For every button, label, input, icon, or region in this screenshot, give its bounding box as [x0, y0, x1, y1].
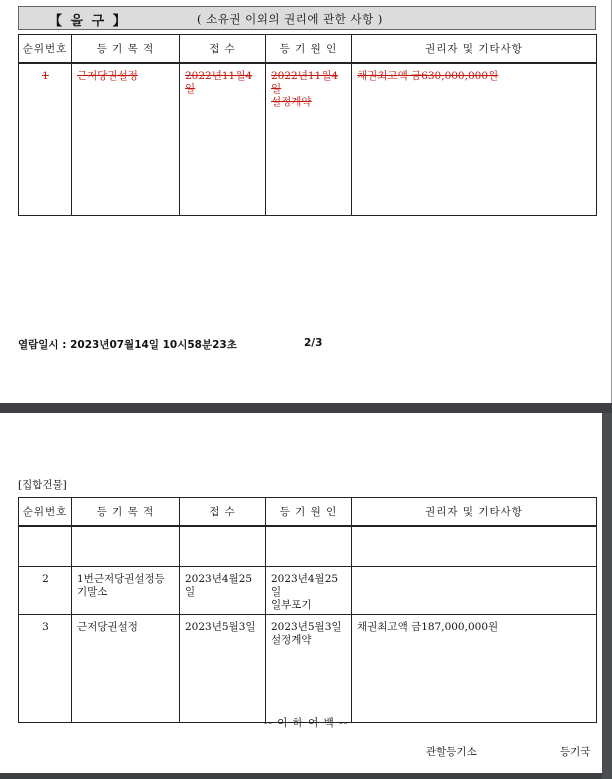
section-title-bar	[18, 6, 596, 30]
col-header-rank: 순위번호	[19, 35, 72, 64]
cell-cause: 2023년4월25일 일부포기	[266, 566, 352, 614]
registry-bureau-label: 등기국	[560, 746, 591, 758]
cell-rank: 1	[19, 63, 72, 215]
section-subtitle: ( 소유권 이외의 권리에 관한 사항 )	[197, 12, 383, 26]
building-type-label: [집합건물]	[18, 479, 67, 491]
jurisdiction-office-label: 관할등기소	[426, 746, 477, 758]
table-row	[19, 526, 597, 566]
col-header-purpose: 등 기 목 적	[72, 498, 180, 527]
col-header-cause: 등 기 원 인	[266, 35, 352, 64]
cell-purpose: 근저당권설정	[72, 63, 180, 215]
cell-details	[352, 566, 597, 614]
registry-table-2	[18, 497, 597, 723]
cell-purpose	[72, 526, 180, 566]
cell-receipt: 2023년4월25일	[180, 566, 266, 614]
viewing-timestamp: 열람일시 : 2023년07월14일 10시58분23초	[18, 339, 237, 351]
cell-cause	[266, 526, 352, 566]
col-header-details: 권리자 및 기타사항	[352, 35, 597, 64]
cell-details: 채권최고액 금630,000,000원	[352, 63, 597, 215]
col-header-receipt: 접 수	[180, 35, 266, 64]
cell-cause: 2022년11월4일 설정계약	[266, 63, 352, 215]
cell-rank	[19, 526, 72, 566]
col-header-details: 권리자 및 기타사항	[352, 498, 597, 527]
col-header-receipt: 접 수	[180, 498, 266, 527]
cell-rank: 3	[19, 614, 72, 722]
table-row	[19, 566, 597, 614]
cell-cause: 2023년5월3일 설정계약	[266, 614, 352, 722]
end-of-records-note: -- 이 하 여 백 --	[263, 717, 349, 729]
col-header-rank: 순위번호	[19, 498, 72, 527]
table-row	[19, 614, 597, 722]
cell-purpose: 1번근저당권설정등 기말소	[72, 566, 180, 614]
cell-purpose: 근저당권설정	[72, 614, 180, 722]
cell-receipt: 2023년5월3일	[180, 614, 266, 722]
cell-receipt	[180, 526, 266, 566]
section-title: 【 을 구 】	[49, 14, 128, 29]
table-row	[19, 63, 597, 215]
cell-receipt: 2022년11월4일	[180, 63, 266, 215]
col-header-cause: 등 기 원 인	[266, 498, 352, 527]
cell-details: 채권최고액 금187,000,000원	[352, 614, 597, 722]
cell-rank: 2	[19, 566, 72, 614]
page-number: 2/3	[304, 337, 323, 349]
registry-table-1	[18, 34, 597, 216]
cell-details	[352, 526, 597, 566]
col-header-purpose: 등 기 목 적	[72, 35, 180, 64]
